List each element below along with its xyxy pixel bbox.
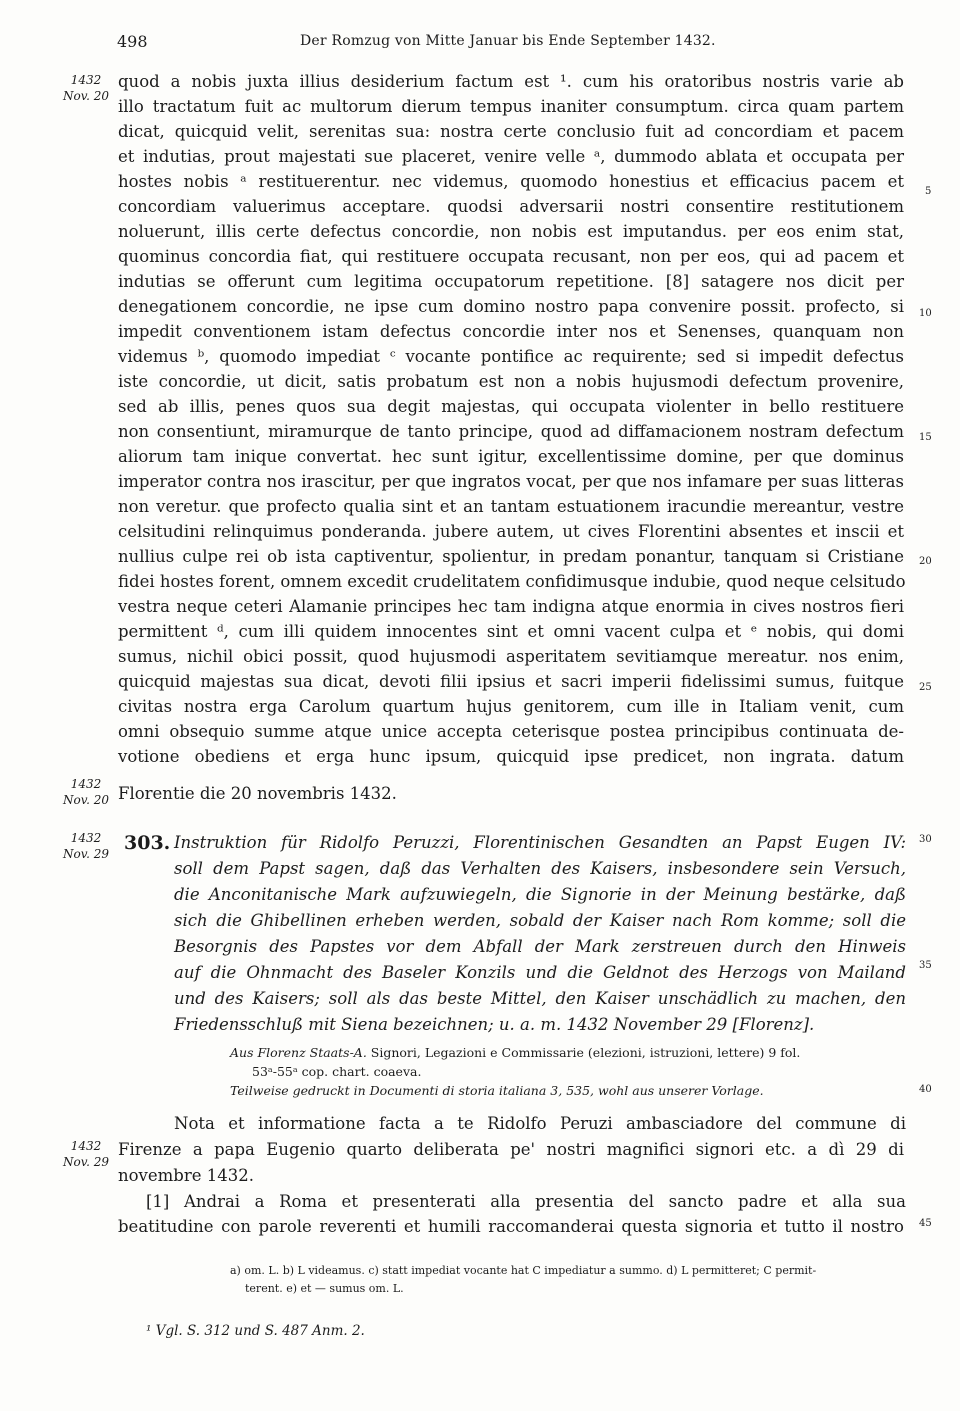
line-number: 20 bbox=[919, 556, 932, 567]
margin-date-day: Nov. 29 bbox=[63, 1155, 109, 1169]
line-number: 10 bbox=[919, 308, 932, 319]
line-number: 15 bbox=[919, 432, 932, 443]
source-print-note: Teilweise gedruckt in Documenti di storia italiana 3, 535, wohl aus unserer Vorlage. bbox=[230, 1083, 764, 1098]
text-line: impedit conventionem istam defectus concordie inter nos et Senenses, quanquam non bbox=[118, 322, 904, 341]
regest-line: Besorgnis des Papstes vor dem Abfall der Mark zerstreuen durch den Hinweis bbox=[174, 937, 906, 956]
margin-date-year: 1432 bbox=[70, 831, 102, 845]
line-number: 25 bbox=[919, 682, 932, 693]
text-line: quod a nobis juxta illius desiderium factum est ¹. cum his oratoribus nostris varie ab bbox=[118, 72, 904, 91]
text-line-dating: Florentie die 20 novembris 1432. bbox=[118, 784, 397, 803]
text-line: civitas nostra erga Carolum quartum hujus genitorem, cum ille in Italiam venit, cum bbox=[118, 697, 904, 716]
apparatus-note: terent. e) et — sumus om. L. bbox=[245, 1282, 404, 1295]
text-line: imperator contra nos irascitur, per que ingratos vocat, per que nos infamare per suas litteras bbox=[118, 472, 904, 491]
text-line: non veretur. que profecto qualia sint et an tantam estuationem iracundie mereantur, vestre bbox=[118, 497, 904, 516]
line-number: 30 bbox=[919, 834, 932, 845]
source-archive: Aus Florenz Staats-A. bbox=[230, 1045, 367, 1060]
running-head bbox=[0, 32, 960, 58]
apparatus-note: a) om. L. b) L videamus. c) statt impediat vocante hat C impediatur a summo. d) L permitteret; C permit- bbox=[230, 1264, 817, 1277]
text-line: quominus concordia fiat, qui restituere occupata recusant, non per eos, qui ad pacem et bbox=[118, 247, 904, 266]
text-line: Nota et informatione facta a te Ridolfo Peruzi ambasciadore del commune di bbox=[174, 1114, 906, 1133]
text-line: indutias se offerunt cum legitima occupatorum repetitione. [8] satagere nos dicit per bbox=[118, 272, 904, 291]
text-line: illo tractatum fuit ac multorum dierum tempus inaniter consumptum. circa quam partem bbox=[118, 97, 904, 116]
text-line: sed ab illis, penes quos sua degit majestas, qui occupata violenter in bello restituere bbox=[118, 397, 904, 416]
text-line: quicquid majestas sua dicat, devoti filii ipsius et sacri imperii fidelissimi sumus, fuitque bbox=[118, 672, 904, 691]
margin-date bbox=[60, 1138, 112, 1170]
text-line: Firenze a papa Eugenio quarto deliberata pe' nostri magnifici signori etc. a dì 29 di bbox=[118, 1140, 904, 1159]
text-line: votione obediens et erga hunc ipsum, quicquid ipse predicet, non ingrata. datum bbox=[118, 747, 904, 766]
line-number: 45 bbox=[919, 1218, 932, 1229]
text-line: dicat, quicquid velit, serenitas sua: nostra certe conclusio fuit ad concordiam et pacem bbox=[118, 122, 904, 141]
text-line: concordiam valuerimus acceptare. quodsi adversarii nostri consentire restitutionem bbox=[118, 197, 904, 216]
text-line: sumus, nichil obici possit, quod hujusmodi asperitatem sevitiamque mereatur. nos enim, bbox=[118, 647, 904, 666]
line-number: 5 bbox=[925, 186, 932, 197]
text-line: novembre 1432. bbox=[118, 1166, 254, 1185]
margin-date-day: Nov. 29 bbox=[63, 847, 109, 861]
regest-line: soll dem Papst sagen, daß das Verhalten des Kaisers, insbesondere sein Versuch, bbox=[174, 859, 906, 878]
margin-date-day: Nov. 20 bbox=[63, 89, 109, 103]
text-line: aliorum tam inique convertat. hec sunt igitur, excellentissime domine, per que dominus bbox=[118, 447, 904, 466]
source-detail: Signori, Legazioni e Commissarie (elezioni, istruzioni, lettere) 9 fol. bbox=[366, 1045, 801, 1060]
regest-line: die Anconitanische Mark aufzuwiegeln, die Signorie in der Meinung bestärke, daß bbox=[174, 885, 906, 904]
text-line: permittent ᵈ, cum illi quidem innocentes sint et omni vacent culpa et ᵉ nobis, qui domi bbox=[118, 622, 904, 641]
text-line: non consentiunt, miramurque de tanto principe, quod ad diffamacionem nostram defectum bbox=[118, 422, 904, 441]
margin-date-year: 1432 bbox=[70, 73, 102, 87]
text-line: fidei hostes forent, omnem excedit crudelitatem confidimusque indubie, quod neque celsitudo bbox=[118, 572, 906, 591]
text-line: nullius culpe rei ob ista captiventur, spolientur, in predam ponantur, tanquam si Cristiane bbox=[118, 547, 904, 566]
text-line: celsitudini relinquimus ponderanda. jubere autem, ut cives Florentini absentes et inscii et bbox=[118, 522, 904, 541]
entry-number: 303. bbox=[124, 832, 171, 854]
source-line bbox=[230, 1082, 764, 1100]
running-title: Der Romzug von Mitte Januar bis Ende September 1432. bbox=[300, 33, 716, 49]
margin-date bbox=[60, 830, 112, 862]
text-line: omni obsequio summe atque unice accepta ceterisque postea principibus continuata de- bbox=[118, 722, 904, 741]
text-line: hostes nobis ᵃ restituerentur. nec videmus, quomodo honestius et efficacius pacem et bbox=[118, 172, 904, 191]
text-line: denegationem concordie, ne ipse cum domino nostro papa convenire possit. profecto, si bbox=[118, 297, 904, 316]
text-line: et indutias, prout majestati sue placeret, venire velle ᵃ, dummodo ablata et occupata per bbox=[118, 147, 904, 166]
margin-date-day: Nov. 20 bbox=[63, 793, 109, 807]
text-line: vestra neque ceteri Alamanie principes hec tam indigna atque enormia in cives nostros fieri bbox=[118, 597, 904, 616]
source-line bbox=[230, 1044, 800, 1062]
page-number: 498 bbox=[117, 32, 148, 51]
margin-date bbox=[60, 776, 112, 808]
regest-line: sich die Ghibellinen erheben werden, sobald der Kaiser nach Rom komme; soll die bbox=[174, 911, 906, 930]
margin-date-year: 1432 bbox=[70, 777, 102, 791]
text-line: iste concordie, ut dicit, satis probatum est non a nobis hujusmodi defectum provenire, bbox=[118, 372, 904, 391]
regest-line: Friedensschluß mit Siena bezeichnen; u. a. m. 1432 November 29 [Florenz]. bbox=[174, 1015, 815, 1034]
source-detail: 53ᵃ-55ᵃ cop. chart. coaeva. bbox=[252, 1064, 422, 1079]
source-line bbox=[252, 1063, 421, 1081]
margin-date bbox=[60, 72, 112, 104]
regest-line: und des Kaisers; soll als das beste Mittel, den Kaiser unschädlich zu machen, den bbox=[174, 989, 906, 1008]
text-line: beatitudine con parole reverenti et humili raccomanderai questa signoria et tutto il nostro bbox=[118, 1217, 904, 1236]
margin-date-year: 1432 bbox=[70, 1139, 102, 1153]
text-line: [1] Andrai a Roma et presenterati alla presentia del sancto padre et alla sua bbox=[146, 1192, 906, 1211]
footnote: ¹ Vgl. S. 312 und S. 487 Anm. 2. bbox=[146, 1323, 365, 1339]
line-number: 35 bbox=[919, 960, 932, 971]
regest-line: auf die Ohnmacht des Baseler Konzils und die Geldnot des Herzogs von Mailand bbox=[174, 963, 906, 982]
line-number: 40 bbox=[919, 1084, 932, 1095]
regest-line: Instruktion für Ridolfo Peruzzi, Florentinischen Gesandten an Papst Eugen IV: bbox=[174, 833, 906, 852]
text-line: videmus ᵇ, quomodo impediat ᶜ vocante pontifice ac requirente; sed si impedit defectus bbox=[118, 347, 904, 366]
text-line: noluerunt, illis certe defectus concordie, non nobis est imputandus. per eos enim stat, bbox=[118, 222, 904, 241]
